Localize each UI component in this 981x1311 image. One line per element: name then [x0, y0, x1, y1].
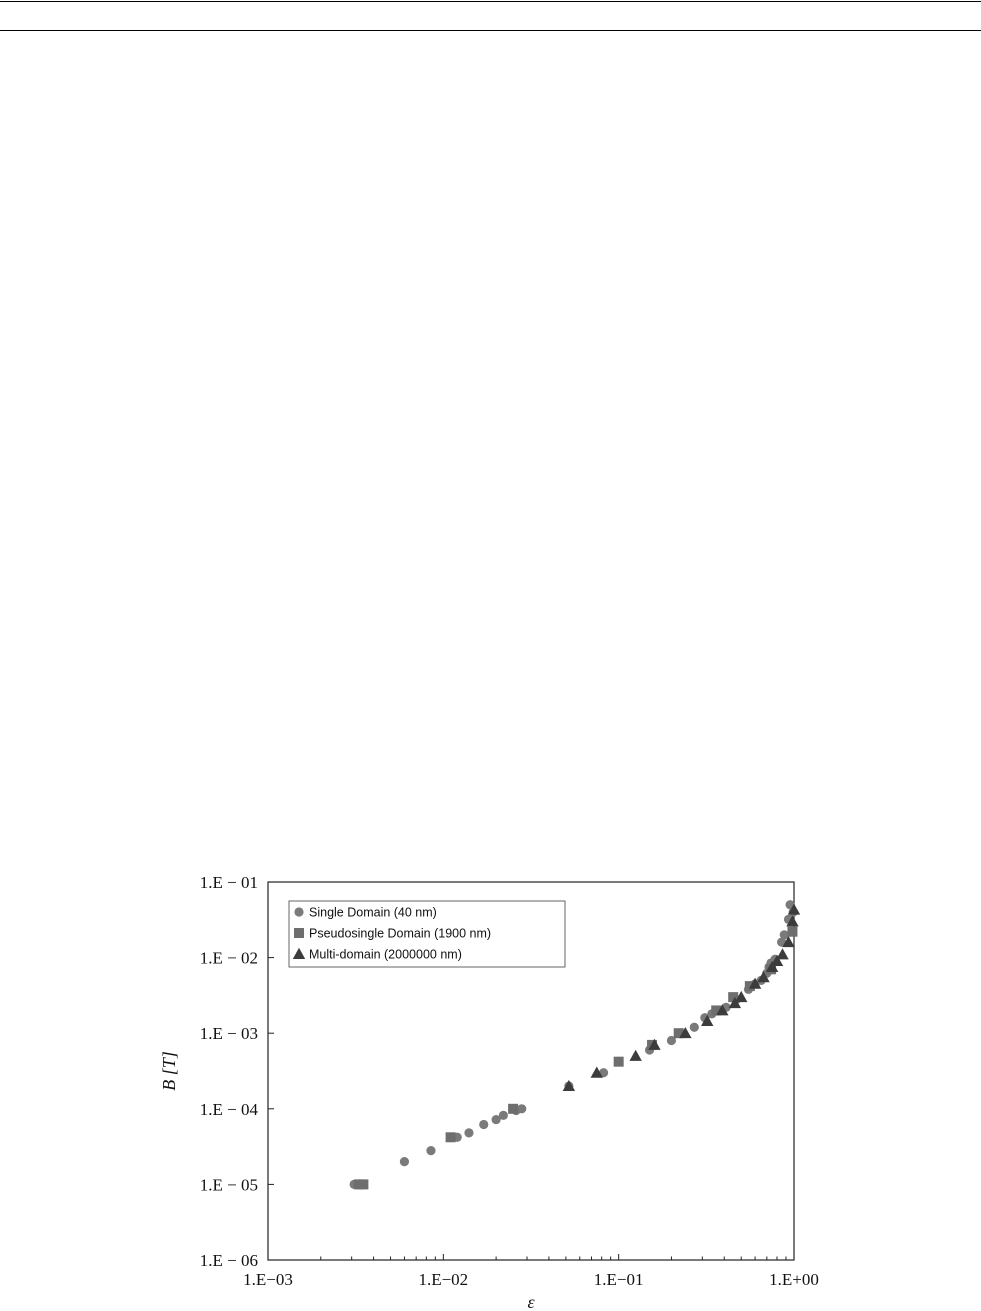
data-point-circle	[464, 1128, 473, 1137]
data-point-square	[787, 927, 797, 937]
legend-label: Multi-domain (2000000 nm)	[309, 947, 462, 962]
data-point-square	[508, 1104, 518, 1114]
data-point-square	[446, 1132, 456, 1142]
data-point-circle	[426, 1146, 435, 1155]
data-point-circle	[499, 1111, 508, 1120]
data-point-circle	[479, 1120, 488, 1129]
legend-label: Single Domain (40 nm)	[309, 905, 437, 920]
data-point-circle	[690, 1023, 699, 1032]
y-tick-label: 1.E − 04	[199, 1099, 258, 1119]
data-point-triangle	[629, 1050, 641, 1061]
legend-marker-circle	[294, 907, 303, 916]
x-tick-label: 1.E+00	[769, 1270, 819, 1289]
y-tick-label: 1.E − 03	[199, 1024, 258, 1044]
data-point-circle	[517, 1104, 526, 1113]
data-point-square	[358, 1179, 368, 1189]
data-point-circle	[400, 1157, 409, 1166]
legend-marker-square	[294, 928, 304, 938]
x-axis-title: ε	[527, 1292, 535, 1311]
x-tick-label: 1.E−03	[243, 1270, 293, 1289]
legend	[289, 901, 565, 967]
legend-label: Pseudosingle Domain (1900 nm)	[309, 926, 492, 941]
y-tick-label: 1.E − 06	[199, 1251, 258, 1270]
data-point-triangle	[776, 948, 788, 959]
x-tick-label: 1.E−01	[593, 1270, 644, 1289]
y-tick-label: 1.E − 05	[199, 1175, 258, 1195]
y-tick-label: 1.E − 02	[199, 948, 258, 968]
y-axis-title: B [T]	[159, 1051, 179, 1091]
x-tick-label: 1.E−02	[418, 1270, 469, 1289]
y-tick-label: 1.E − 01	[199, 873, 258, 892]
data-point-square	[614, 1057, 624, 1067]
